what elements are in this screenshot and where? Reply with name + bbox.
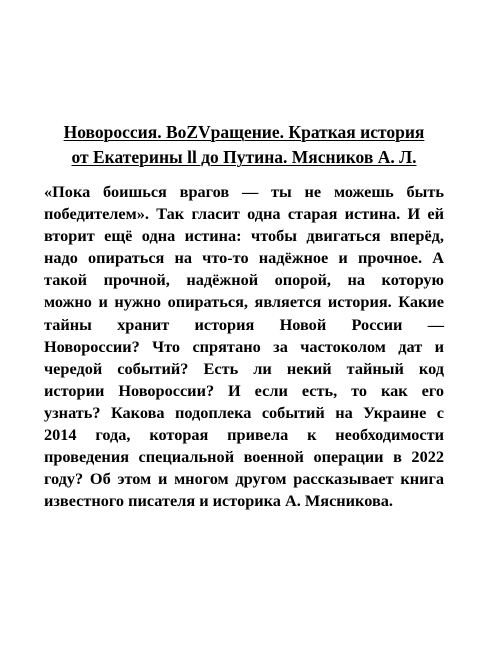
description-line: «Пока боишься врагов — ты не можешь быть (44, 182, 444, 201)
book-description (44, 181, 444, 512)
description-line: 2014 года, которая привела к необходимости (44, 425, 444, 445)
description-line: надо опираться на что-то надёжное и прочное. А (44, 248, 444, 268)
description-line: такой прочной, надёжной опорой, на которую (44, 270, 444, 290)
description-line: проведения специальной военной операции в 2022 (44, 447, 444, 467)
book-title-line: Новороссия. BoZVращение. Краткая история (63, 122, 425, 142)
description-line: Новороссии? Что спрятано за частоколом дат и (44, 336, 444, 356)
book-title-line: от Екатерины ll до Путина. Мясников А. Л. (71, 147, 417, 167)
book-annotation (44, 120, 444, 512)
book-title (44, 120, 444, 170)
description-line: вторит ещё одна истина: чтобы двигаться вперёд, (44, 226, 444, 246)
description-line: тайны хранит история Новой России — (44, 314, 444, 334)
description-line: узнать? Какова подоплека событий на Украине с (44, 402, 444, 422)
description-line: победителем». Так гласит одна старая истина. И ей (44, 204, 444, 224)
description-line: известного писателя и историка А. Мясникова. (44, 491, 393, 511)
description-line: можно и нужно опираться, является история. Какие (44, 292, 444, 312)
description-line: истории Новороссии? И если есть, то как его (44, 380, 444, 400)
description-line: году? Об этом и многом другом рассказывает книга (44, 469, 444, 489)
description-line: чередой событий? Есть ли некий тайный код (44, 358, 444, 378)
